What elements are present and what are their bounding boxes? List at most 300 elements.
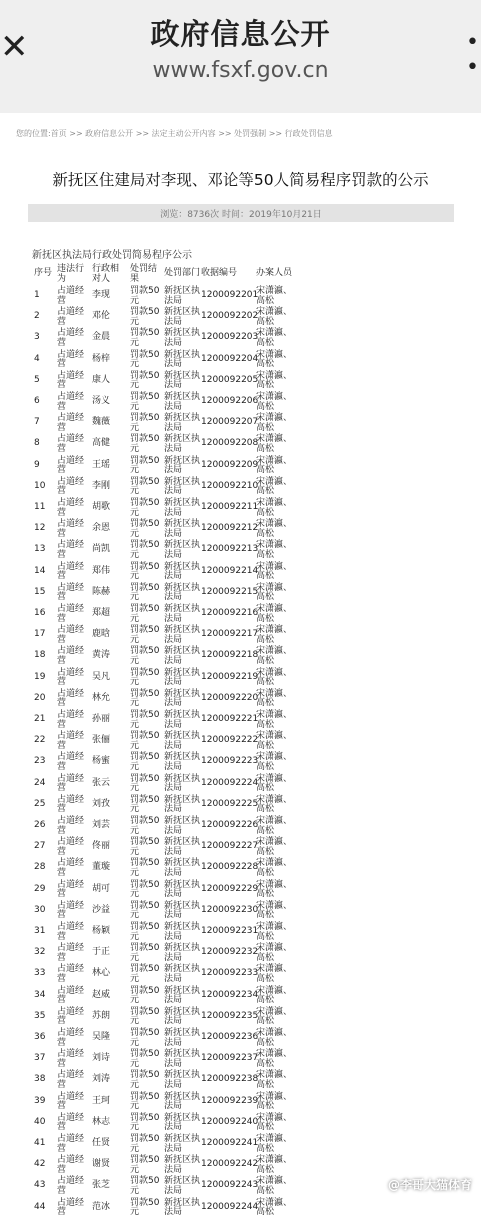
row-act: 占道经营 <box>57 582 85 603</box>
row-officer: 宋潇瀛、高松 <box>256 349 293 370</box>
table-row <box>0 435 481 456</box>
row-dept: 新抚区执法局 <box>164 349 201 370</box>
row-penalty: 罚款50元 <box>130 752 160 772</box>
row-dept: 新抚区执法局 <box>164 1134 201 1154</box>
close-icon[interactable]: ✕ <box>0 27 29 67</box>
row-officer: 宋潇瀛、高松 <box>256 307 293 327</box>
row-dept: 新抚区执法局 <box>164 773 201 794</box>
row-name: 任贤 <box>92 1138 111 1148</box>
row-act: 占道经营 <box>57 1070 85 1090</box>
row-id: 1200092244 <box>201 1201 259 1212</box>
row-no: 1 <box>34 290 40 300</box>
row-no: 15 <box>34 586 46 597</box>
row-penalty: 罚款50元 <box>130 413 160 433</box>
row-id: 1200092236 <box>201 1032 259 1042</box>
row-penalty: 罚款50元 <box>130 1028 160 1048</box>
table-row <box>0 1050 481 1071</box>
row-officer: 宋潇瀛、高松 <box>256 1155 293 1175</box>
browser-top-bar <box>0 0 481 113</box>
row-penalty: 罚款50元 <box>130 900 160 921</box>
row-officer: 宋潇瀛、高松 <box>256 286 293 306</box>
row-id: 1200092237 <box>201 1053 259 1064</box>
row-officer: 宋潇瀛、高松 <box>256 816 293 836</box>
row-dept: 新抚区执法局 <box>164 752 201 772</box>
row-no: 35 <box>34 1010 46 1021</box>
table-row <box>0 944 481 965</box>
row-officer: 宋潇瀛、高松 <box>256 1176 293 1196</box>
row-act: 占道经营 <box>57 370 85 391</box>
row-no: 38 <box>34 1074 46 1085</box>
row-no: 7 <box>34 417 40 428</box>
row-name: 康人 <box>92 374 111 385</box>
row-act: 占道经营 <box>57 646 85 666</box>
row-act: 占道经营 <box>57 455 85 476</box>
table-row <box>0 584 481 605</box>
row-name: 胡可 <box>92 883 111 894</box>
row-act: 占道经营 <box>57 752 85 772</box>
row-name: 吴隆 <box>92 1032 111 1042</box>
row-name: 李现 <box>92 290 111 300</box>
row-no: 39 <box>34 1095 46 1106</box>
row-no: 10 <box>34 480 46 491</box>
row-id: 1200092205 <box>201 374 259 385</box>
table-row <box>0 626 481 647</box>
row-act: 占道经营 <box>57 879 85 900</box>
header-id: 收据编号 <box>201 268 238 278</box>
row-act: 占道经营 <box>57 498 85 518</box>
row-penalty: 罚款50元 <box>130 625 160 645</box>
row-penalty: 罚款50元 <box>130 773 160 794</box>
row-act: 占道经营 <box>57 307 85 327</box>
row-no: 36 <box>34 1032 46 1042</box>
row-officer: 宋潇瀛、高松 <box>256 900 293 921</box>
row-officer: 宋潇瀛、高松 <box>256 1049 293 1069</box>
row-dept: 新抚区执法局 <box>164 307 201 327</box>
row-penalty: 罚款50元 <box>130 1091 160 1112</box>
row-id: 1200092210 <box>201 480 259 491</box>
row-name: 杨梓 <box>92 353 111 364</box>
row-act: 占道经营 <box>57 1176 85 1196</box>
row-dept: 新抚区执法局 <box>164 328 201 348</box>
row-name: 魏薇 <box>92 417 111 428</box>
row-act: 占道经营 <box>57 604 85 624</box>
row-dept: 新抚区执法局 <box>164 1091 201 1112</box>
row-name: 余恩 <box>92 523 111 534</box>
row-name: 赵威 <box>92 989 111 1000</box>
table-row <box>0 1156 481 1177</box>
row-name: 孙丽 <box>92 714 111 724</box>
row-id: 1200092209 <box>201 459 259 470</box>
row-no: 40 <box>34 1116 46 1127</box>
table-row <box>0 478 481 499</box>
row-officer: 宋潇瀛、高松 <box>256 434 293 454</box>
row-act: 占道经营 <box>57 540 85 560</box>
row-no: 29 <box>34 883 46 894</box>
row-officer: 宋潇瀛、高松 <box>256 858 293 878</box>
row-penalty: 罚款50元 <box>130 498 160 518</box>
row-act: 占道经营 <box>57 349 85 370</box>
row-penalty: 罚款50元 <box>130 922 160 942</box>
row-act: 占道经营 <box>57 476 85 497</box>
row-act: 占道经营 <box>57 985 85 1006</box>
row-officer: 宋潇瀛、高松 <box>256 540 293 560</box>
row-no: 12 <box>34 523 46 534</box>
row-id: 1200092216 <box>201 608 259 618</box>
row-dept: 新抚区执法局 <box>164 858 201 878</box>
row-penalty: 罚款50元 <box>130 879 160 900</box>
row-officer: 宋潇瀛、高松 <box>256 1006 293 1027</box>
row-name: 董璇 <box>92 862 111 873</box>
row-act: 占道经营 <box>57 1006 85 1027</box>
row-id: 1200092221 <box>201 714 259 724</box>
row-penalty: 罚款50元 <box>130 370 160 391</box>
table-row <box>0 1114 481 1135</box>
row-officer: 宋潇瀛、高松 <box>256 455 293 476</box>
table-header <box>0 265 481 287</box>
header-act: 违法行为 <box>57 264 85 284</box>
row-dept: 新抚区执法局 <box>164 837 201 857</box>
row-act: 占道经营 <box>57 286 85 306</box>
row-penalty: 罚款50元 <box>130 667 160 688</box>
row-no: 9 <box>34 459 40 470</box>
row-dept: 新抚区执法局 <box>164 625 201 645</box>
row-no: 18 <box>34 650 46 661</box>
table-row <box>0 351 481 372</box>
row-act: 占道经营 <box>57 1134 85 1154</box>
row-dept: 新抚区执法局 <box>164 582 201 603</box>
table-row <box>0 457 481 478</box>
row-officer: 宋潇瀛、高松 <box>256 731 293 751</box>
row-penalty: 罚款50元 <box>130 286 160 306</box>
row-dept: 新抚区执法局 <box>164 1176 201 1196</box>
row-name: 佟丽 <box>92 841 111 852</box>
row-act: 占道经营 <box>57 519 85 539</box>
row-officer: 宋潇瀛、高松 <box>256 625 293 645</box>
row-penalty: 罚款50元 <box>130 604 160 624</box>
watermark: @李哥大猫体育 <box>388 1178 473 1192</box>
row-id: 1200092234 <box>201 989 259 1000</box>
row-officer: 宋潇瀛、高松 <box>256 985 293 1006</box>
row-officer: 宋潇瀛、高松 <box>256 519 293 539</box>
row-dept: 新抚区执法局 <box>164 604 201 624</box>
row-officer: 宋潇瀛、高松 <box>256 667 293 688</box>
row-name: 杨蜜 <box>92 756 111 767</box>
row-id: 1200092231 <box>201 926 259 936</box>
header-name: 行政相对人 <box>92 264 120 284</box>
row-penalty: 罚款50元 <box>130 794 160 815</box>
row-id: 1200092214 <box>201 565 259 576</box>
row-name: 汤义 <box>92 396 111 406</box>
row-name: 杨颖 <box>92 926 111 936</box>
table-row <box>0 308 481 329</box>
row-id: 1200092238 <box>201 1074 259 1085</box>
row-dept: 新抚区执法局 <box>164 943 201 963</box>
row-no: 41 <box>34 1138 46 1148</box>
row-id: 1200092235 <box>201 1010 259 1021</box>
row-no: 37 <box>34 1053 46 1064</box>
row-penalty: 罚款50元 <box>130 943 160 963</box>
row-no: 26 <box>34 820 46 830</box>
row-act: 占道经营 <box>57 413 85 433</box>
table-row <box>0 499 481 520</box>
row-no: 16 <box>34 608 46 618</box>
row-act: 占道经营 <box>57 688 85 709</box>
table-row <box>0 965 481 986</box>
row-name: 郑伟 <box>92 565 111 576</box>
row-id: 1200092224 <box>201 777 259 788</box>
row-act: 占道经营 <box>57 794 85 815</box>
table-row <box>0 541 481 562</box>
row-name: 刘芸 <box>92 820 111 830</box>
row-officer: 宋潇瀛、高松 <box>256 413 293 433</box>
table-row <box>0 817 481 838</box>
row-id: 1200092218 <box>201 650 259 661</box>
row-officer: 宋潇瀛、高松 <box>256 1070 293 1090</box>
row-penalty: 罚款50元 <box>130 1006 160 1027</box>
row-no: 3 <box>34 332 40 343</box>
row-dept: 新抚区执法局 <box>164 1028 201 1048</box>
row-officer: 宋潇瀛、高松 <box>256 370 293 391</box>
row-dept: 新抚区执法局 <box>164 519 201 539</box>
row-no: 14 <box>34 565 46 576</box>
row-dept: 新抚区执法局 <box>164 646 201 666</box>
row-id: 1200092212 <box>201 523 259 534</box>
row-name: 于正 <box>92 947 111 958</box>
row-officer: 宋潇瀛、高松 <box>256 964 293 984</box>
row-id: 1200092203 <box>201 332 259 343</box>
row-penalty: 罚款50元 <box>130 476 160 497</box>
row-no: 20 <box>34 692 46 703</box>
row-name: 胡歌 <box>92 502 111 512</box>
row-name: 王珂 <box>92 1095 111 1106</box>
row-no: 23 <box>34 756 46 767</box>
row-act: 占道经营 <box>57 773 85 794</box>
row-penalty: 罚款50元 <box>130 731 160 751</box>
row-officer: 宋潇瀛、高松 <box>256 710 293 730</box>
row-act: 占道经营 <box>57 1028 85 1048</box>
table-row <box>0 1093 481 1114</box>
row-penalty: 罚款50元 <box>130 688 160 709</box>
article-meta: 浏览：8736次 时间：2019年10月21日 <box>160 210 322 220</box>
row-penalty: 罚款50元 <box>130 1070 160 1090</box>
row-dept: 新抚区执法局 <box>164 392 201 412</box>
table-row <box>0 372 481 393</box>
row-id: 1200092217 <box>201 629 259 640</box>
row-act: 占道经营 <box>57 816 85 836</box>
row-id: 1200092206 <box>201 396 259 406</box>
row-dept: 新抚区执法局 <box>164 370 201 391</box>
row-officer: 宋潇瀛、高松 <box>256 392 293 412</box>
table-row <box>0 393 481 414</box>
row-name: 刘涛 <box>92 1074 111 1085</box>
row-dept: 新抚区执法局 <box>164 985 201 1006</box>
row-name: 沙益 <box>92 904 111 915</box>
row-officer: 宋潇瀛、高松 <box>256 604 293 624</box>
row-no: 17 <box>34 629 46 640</box>
table-row <box>0 520 481 541</box>
row-no: 34 <box>34 989 46 1000</box>
row-penalty: 罚款50元 <box>130 1155 160 1175</box>
row-act: 占道经营 <box>57 667 85 688</box>
row-dept: 新抚区执法局 <box>164 540 201 560</box>
row-name: 王瑶 <box>92 459 111 470</box>
row-name: 金晨 <box>92 332 111 343</box>
row-name: 吴凡 <box>92 671 111 682</box>
row-dept: 新抚区执法局 <box>164 1049 201 1069</box>
row-name: 刘诗 <box>92 1053 111 1064</box>
row-id: 1200092233 <box>201 968 259 979</box>
row-no: 32 <box>34 947 46 958</box>
table-row <box>0 1008 481 1029</box>
row-id: 1200092225 <box>201 798 259 809</box>
row-no: 22 <box>34 735 46 746</box>
row-act: 占道经营 <box>57 1155 85 1175</box>
row-officer: 宋潇瀛、高松 <box>256 688 293 709</box>
row-act: 占道经营 <box>57 943 85 963</box>
table-row <box>0 881 481 902</box>
article-headline: 新抚区住建局对李现、邓论等50人简易程序罚款的公示 <box>52 171 429 189</box>
row-penalty: 罚款50元 <box>130 455 160 476</box>
row-dept: 新抚区执法局 <box>164 498 201 518</box>
table-row <box>0 1071 481 1092</box>
table-row <box>0 711 481 732</box>
row-id: 1200092207 <box>201 417 259 428</box>
row-no: 28 <box>34 862 46 873</box>
row-act: 占道经营 <box>57 837 85 857</box>
row-id: 1200092243 <box>201 1180 259 1191</box>
row-name: 林志 <box>92 1116 111 1127</box>
row-penalty: 罚款50元 <box>130 858 160 878</box>
table-row <box>0 414 481 435</box>
row-name: 范冰 <box>92 1201 111 1212</box>
row-name: 尚凯 <box>92 544 111 555</box>
row-no: 30 <box>34 904 46 915</box>
row-no: 11 <box>34 502 46 512</box>
row-id: 1200092223 <box>201 756 259 767</box>
table-row <box>0 1135 481 1156</box>
row-dept: 新抚区执法局 <box>164 879 201 900</box>
row-no: 27 <box>34 841 46 852</box>
row-id: 1200092215 <box>201 586 259 597</box>
row-no: 8 <box>34 438 40 449</box>
row-name: 鹿晗 <box>92 629 111 640</box>
table-row <box>0 923 481 944</box>
row-no: 43 <box>34 1180 46 1191</box>
row-name: 林心 <box>92 968 111 979</box>
row-dept: 新抚区执法局 <box>164 286 201 306</box>
row-officer: 宋潇瀛、高松 <box>256 582 293 603</box>
row-name: 陈赫 <box>92 586 111 597</box>
row-id: 1200092232 <box>201 947 259 958</box>
row-officer: 宋潇瀛、高松 <box>256 1091 293 1112</box>
row-name: 郑超 <box>92 608 111 618</box>
row-dept: 新抚区执法局 <box>164 731 201 751</box>
page-title: 政府信息公开 <box>150 17 331 51</box>
row-id: 1200092211 <box>201 502 259 512</box>
row-no: 21 <box>34 714 46 724</box>
article-meta-bar <box>28 204 454 222</box>
row-penalty: 罚款50元 <box>130 561 160 582</box>
table-row <box>0 690 481 711</box>
header-penalty: 处罚结果 <box>130 264 158 284</box>
row-officer: 宋潇瀛、高松 <box>256 773 293 794</box>
row-dept: 新抚区执法局 <box>164 710 201 730</box>
row-id: 1200092230 <box>201 904 259 915</box>
row-dept: 新抚区执法局 <box>164 1070 201 1090</box>
row-penalty: 罚款50元 <box>130 519 160 539</box>
row-officer: 宋潇瀛、高松 <box>256 1112 293 1133</box>
table-row <box>0 605 481 626</box>
row-officer: 宋潇瀛、高松 <box>256 328 293 348</box>
row-penalty: 罚款50元 <box>130 582 160 603</box>
row-no: 33 <box>34 968 46 979</box>
row-officer: 宋潇瀛、高松 <box>256 752 293 772</box>
row-penalty: 罚款50元 <box>130 307 160 327</box>
table-row <box>0 329 481 350</box>
row-penalty: 罚款50元 <box>130 1134 160 1154</box>
row-dept: 新抚区执法局 <box>164 964 201 984</box>
row-name: 张芝 <box>92 1180 111 1191</box>
row-act: 占道经营 <box>57 858 85 878</box>
row-name: 谢贤 <box>92 1159 111 1170</box>
row-officer: 宋潇瀛、高松 <box>256 498 293 518</box>
row-dept: 新抚区执法局 <box>164 455 201 476</box>
row-no: 25 <box>34 798 46 809</box>
table-row <box>0 796 481 817</box>
table-row <box>0 902 481 923</box>
row-penalty: 罚款50元 <box>130 328 160 348</box>
more-dots-icon[interactable]: • • <box>466 30 480 80</box>
row-penalty: 罚款50元 <box>130 837 160 857</box>
url-text: www.fsxf.gov.cn <box>152 58 329 83</box>
row-id: 1200092239 <box>201 1095 259 1106</box>
row-no: 5 <box>34 374 40 385</box>
row-id: 1200092229 <box>201 883 259 894</box>
row-act: 占道经营 <box>57 625 85 645</box>
row-act: 占道经营 <box>57 561 85 582</box>
table-row <box>0 732 481 753</box>
row-penalty: 罚款50元 <box>130 1112 160 1133</box>
row-name: 张云 <box>92 777 111 788</box>
row-name: 苏朗 <box>92 1010 111 1021</box>
row-no: 31 <box>34 926 46 936</box>
row-id: 1200092242 <box>201 1159 259 1170</box>
row-id: 1200092220 <box>201 692 259 703</box>
row-no: 6 <box>34 396 40 406</box>
row-id: 1200092201 <box>201 290 259 300</box>
row-officer: 宋潇瀛、高松 <box>256 1197 293 1218</box>
row-penalty: 罚款50元 <box>130 964 160 984</box>
row-dept: 新抚区执法局 <box>164 688 201 709</box>
row-officer: 宋潇瀛、高松 <box>256 1134 293 1154</box>
row-dept: 新抚区执法局 <box>164 922 201 942</box>
row-dept: 新抚区执法局 <box>164 413 201 433</box>
row-officer: 宋潇瀛、高松 <box>256 922 293 942</box>
table-row <box>0 287 481 308</box>
row-id: 1200092226 <box>201 820 259 830</box>
table-row <box>0 1199 481 1220</box>
row-officer: 宋潇瀛、高松 <box>256 794 293 815</box>
table-row <box>0 1029 481 1050</box>
row-dept: 新抚区执法局 <box>164 794 201 815</box>
row-act: 占道经营 <box>57 1049 85 1069</box>
table-row <box>0 563 481 584</box>
row-no: 42 <box>34 1159 46 1170</box>
row-penalty: 罚款50元 <box>130 540 160 560</box>
row-id: 1200092213 <box>201 544 259 555</box>
row-dept: 新抚区执法局 <box>164 900 201 921</box>
row-no: 44 <box>34 1201 46 1212</box>
